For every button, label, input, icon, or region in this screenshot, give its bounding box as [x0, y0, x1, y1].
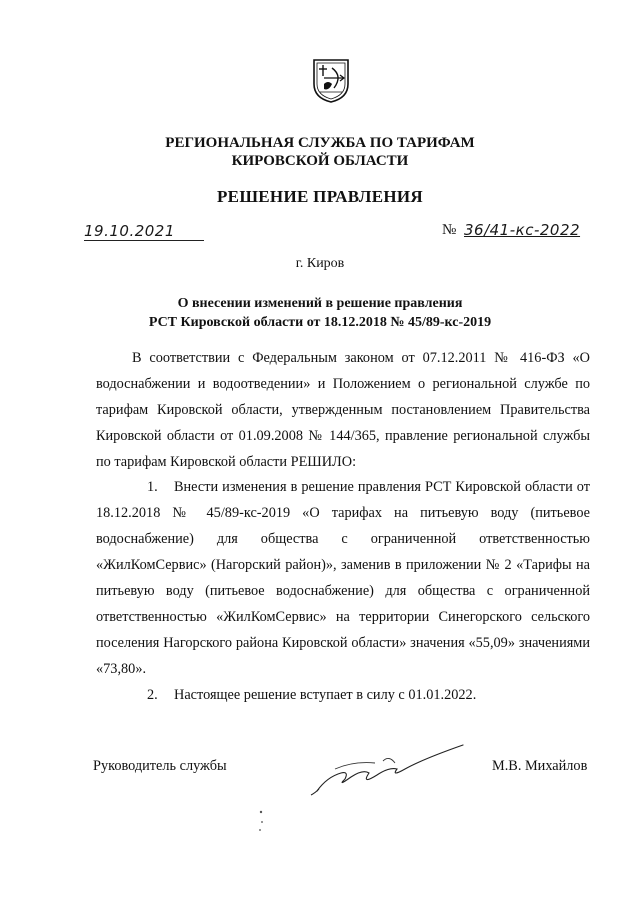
org-name-line2: КИРОВСКОЙ ОБЛАСТИ [231, 153, 409, 169]
item-1-text: Внести изменения в решение правления РСТ Кировской области от 18.12.2018 № 45/89-кс-2019 «О тарифах на питьевую воду (питьевое водоснабжение) для общества с ограниченной ответственностью «ЖилКомСервис» (Нагорский район)», заменив в приложении № 2 «Тарифы на питьевую воду (питьевое водоснабжение) для общества с ограниченной ответственностью «ЖилКомСервис» на территории Синегорского сельского поселения Нагорского района Кировской области» значения «55,09» значениями «73,80». [96, 479, 590, 677]
item-2-number: 2. [147, 687, 158, 703]
stamp-mark-icon [255, 808, 275, 834]
item-1-number: 1. [147, 479, 158, 495]
signer-position: Руководитель службы [93, 758, 227, 774]
subject-line1: О внесении изменений в решение правления [177, 296, 463, 311]
number-sign: № [442, 222, 457, 238]
item-1-paragraph [96, 474, 590, 682]
org-name-line1: РЕГИОНАЛЬНАЯ СЛУЖБА ПО ТАРИФАМ [165, 135, 475, 151]
decision-date: 19.10.2021 [84, 222, 175, 240]
signer-name: М.В. Михайлов [492, 758, 588, 774]
date-underline [84, 240, 204, 241]
decision-number: 36/41-кс-2022 [464, 221, 581, 239]
handwritten-signature-icon [305, 733, 470, 798]
document-title: РЕШЕНИЕ ПРАВЛЕНИЯ [217, 187, 423, 206]
subject-line2: РСТ Кировской области от 18.12.2018 № 45/89-кс-2019 [148, 315, 492, 330]
city-line: г. Киров [295, 256, 345, 271]
item-2-text: Настоящее решение вступает в силу с 01.01.2022. [174, 687, 477, 703]
coat-of-arms-icon [312, 58, 350, 104]
intro-paragraph: В соответствии с Федеральным законом от 07.12.2011 № 416-ФЗ «О водоснабжении и водоотведении» и Положением о региональной службе по тарифам Кировской области, утвержденным постановлением Правительства Кировской области от 01.09.2008 № 144/365, правление региональной службы по тарифам Кировской области РЕШИЛО: [96, 350, 590, 470]
item-2-paragraph [96, 682, 590, 708]
